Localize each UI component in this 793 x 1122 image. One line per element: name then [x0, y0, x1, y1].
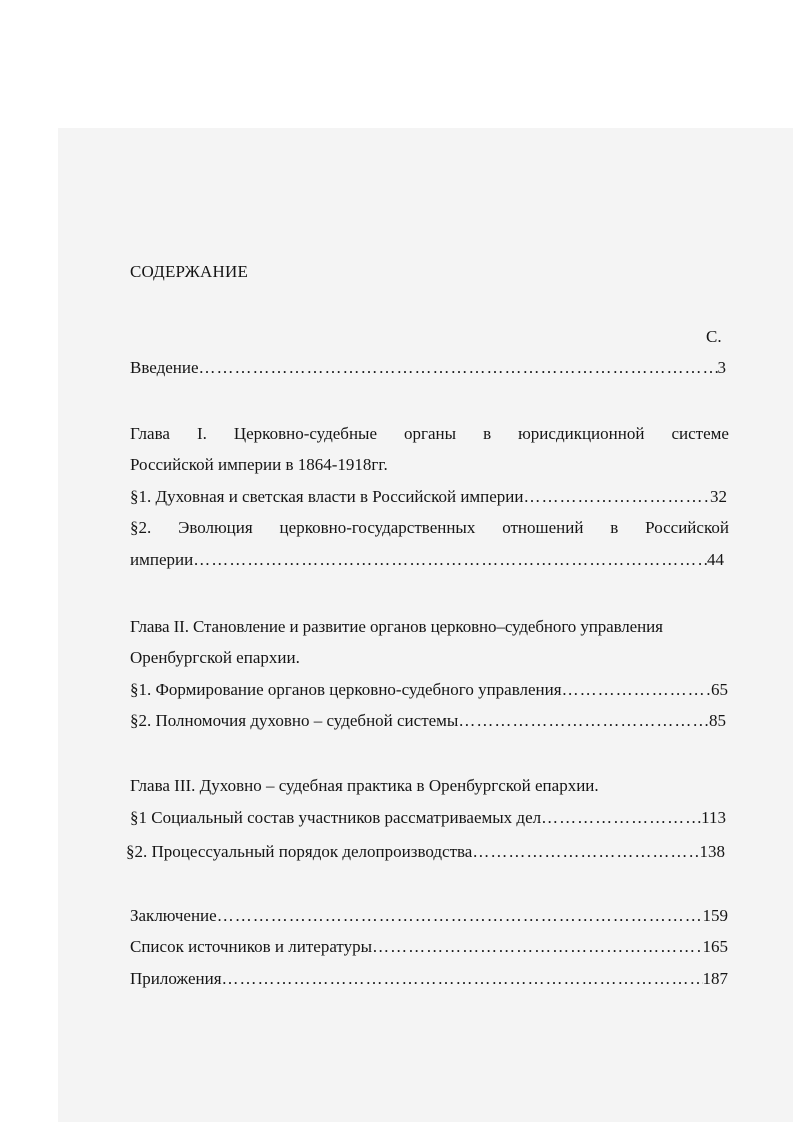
toc-page: 165 — [702, 937, 728, 956]
toc-page: 113 — [701, 808, 726, 827]
word: в — [483, 424, 492, 443]
toc-page: 3 — [717, 358, 726, 377]
toc-page: 65 — [711, 680, 728, 699]
leader-dots — [562, 680, 711, 700]
word: I. — [196, 424, 207, 443]
toc-entry-ch3-s2[interactable] — [126, 842, 725, 862]
word: Глава — [130, 424, 170, 443]
toc-entry-intro[interactable] — [130, 358, 726, 378]
leader-dots — [472, 842, 699, 862]
chapter2-title-line2: Оренбургской епархии. — [130, 648, 300, 667]
toc-page: 138 — [699, 842, 725, 861]
word: отношений — [502, 518, 584, 537]
toc-label: Введение — [130, 358, 199, 377]
toc-label: §1 Социальный состав участников рассматриваемых дел — [130, 808, 542, 827]
toc-entry-sources[interactable] — [130, 937, 728, 957]
toc-label: §1. Духовная и светская власти в Российской империи — [130, 487, 524, 506]
word: органы — [404, 424, 457, 443]
leader-dots — [541, 808, 701, 828]
leader-dots — [372, 937, 702, 957]
toc-label: империи — [130, 550, 194, 569]
toc-entry-conclusion[interactable] — [130, 906, 728, 926]
word: в — [610, 518, 619, 537]
word: Российской — [645, 518, 729, 537]
toc-entry-ch2-s2[interactable] — [130, 711, 726, 731]
word: Эволюция — [178, 518, 253, 537]
toc-entry-ch2-s1[interactable] — [130, 680, 728, 700]
word: церковно-государственных — [279, 518, 476, 537]
toc-label: Заключение — [130, 906, 217, 925]
leader-dots — [458, 711, 709, 731]
toc-page: 44 — [707, 550, 724, 569]
toc-page: 187 — [702, 969, 728, 988]
chapter1-title-line2: Российской империи в 1864-1918гг. — [130, 455, 388, 474]
leader-dots — [524, 487, 710, 507]
chapter3-title: Глава III. Духовно – судебная практика в Оренбургской епархии. — [130, 776, 599, 795]
toc-entry-ch1-s1[interactable] — [130, 487, 727, 507]
toc-label: Список источников и литературы — [130, 937, 373, 956]
toc-label: Приложения — [130, 969, 222, 988]
leader-dots — [193, 550, 707, 570]
toc-page: 32 — [710, 487, 727, 506]
toc-entry-appendix[interactable] — [130, 969, 728, 989]
toc-entry-ch1-s2-line2[interactable] — [130, 550, 724, 570]
page-column-label: С. — [706, 327, 722, 346]
leader-dots — [199, 358, 718, 378]
toc-page: 159 — [702, 906, 728, 925]
word: Церковно-судебные — [233, 424, 378, 443]
toc-label: §1. Формирование органов церковно-судебного управления — [130, 680, 562, 699]
page-title: СОДЕРЖАНИЕ — [130, 262, 249, 281]
chapter1-title-line1 — [130, 424, 729, 444]
toc-label: §2. Полномочия духовно – судебной системы — [130, 711, 459, 730]
toc-page: 85 — [709, 711, 726, 730]
word: §2. — [130, 518, 152, 537]
toc-entry-ch3-s1[interactable] — [130, 808, 726, 828]
chapter2-title-line1: Глава II. Становление и развитие органов церковно–судебного управления — [130, 617, 663, 636]
word: юрисдикционной — [518, 424, 645, 443]
toc-label: §2. Процессуальный порядок делопроизводства — [126, 842, 473, 861]
word: системе — [671, 424, 729, 443]
leader-dots — [222, 969, 703, 989]
leader-dots — [217, 906, 703, 926]
toc-entry-ch1-s2-line1[interactable] — [130, 518, 729, 538]
